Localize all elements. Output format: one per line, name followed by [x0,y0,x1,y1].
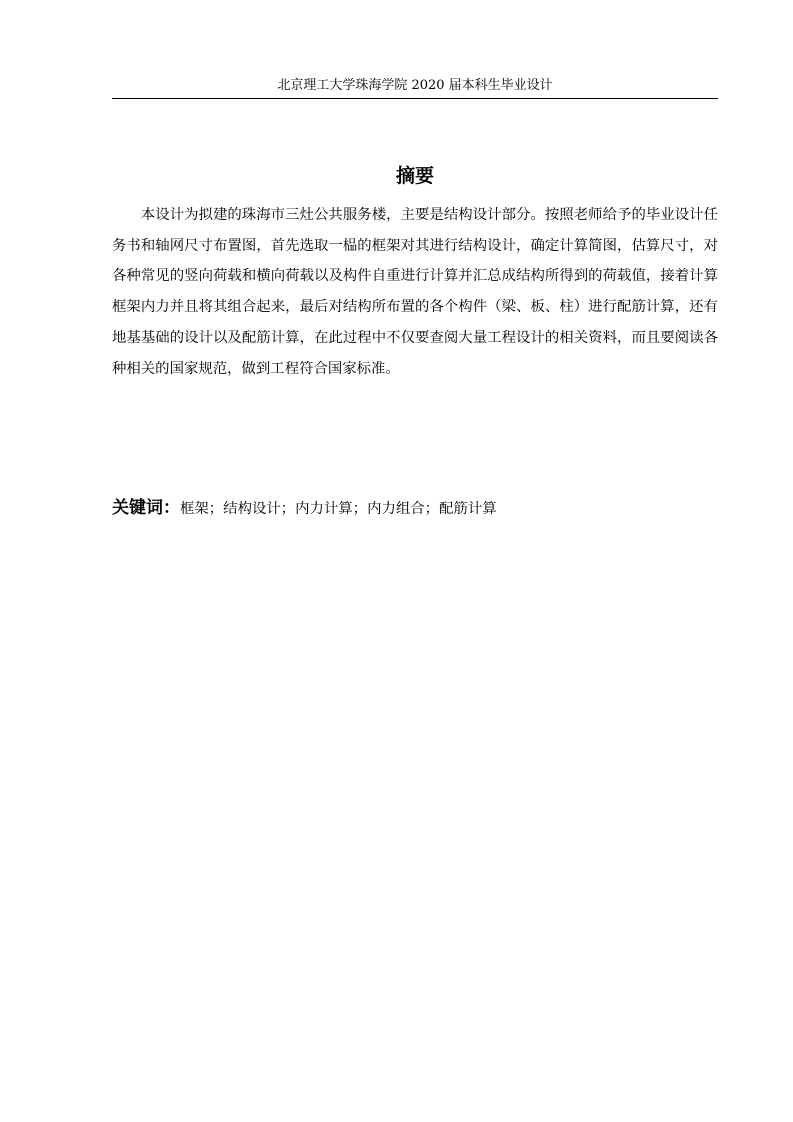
abstract-body: 本设计为拟建的珠海市三灶公共服务楼，主要是结构设计部分。按照老师给予的毕业设计任务书和轴网尺寸布置图，首先选取一榀的框架对其进行结构设计，确定计算简图，估算尺寸，对各种常见的竖向荷载和横向荷载以及构件自重进行计算并汇总成结构所得到的荷载值，接着计算框架内力并且将其组合起来，最后对结构所布置的各个构件（梁、板、柱）进行配筋计算，还有地基基础的设计以及配筋计算，在此过程中不仅要查阅大量工程设计的相关资料，而且要阅读各种相关的国家规范，做到工程符合国家标准。 [112,207,718,377]
keywords-text: 框架；结构设计；内力计算；内力组合；配筋计算 [180,501,497,517]
abstract-title: 摘要 [395,165,434,187]
keywords-line [112,493,718,524]
header-text: 北京理工大学珠海学院 2020 届本科生毕业设计 [277,78,553,93]
keywords-label: 关键词： [112,498,180,518]
page-header [112,76,718,99]
